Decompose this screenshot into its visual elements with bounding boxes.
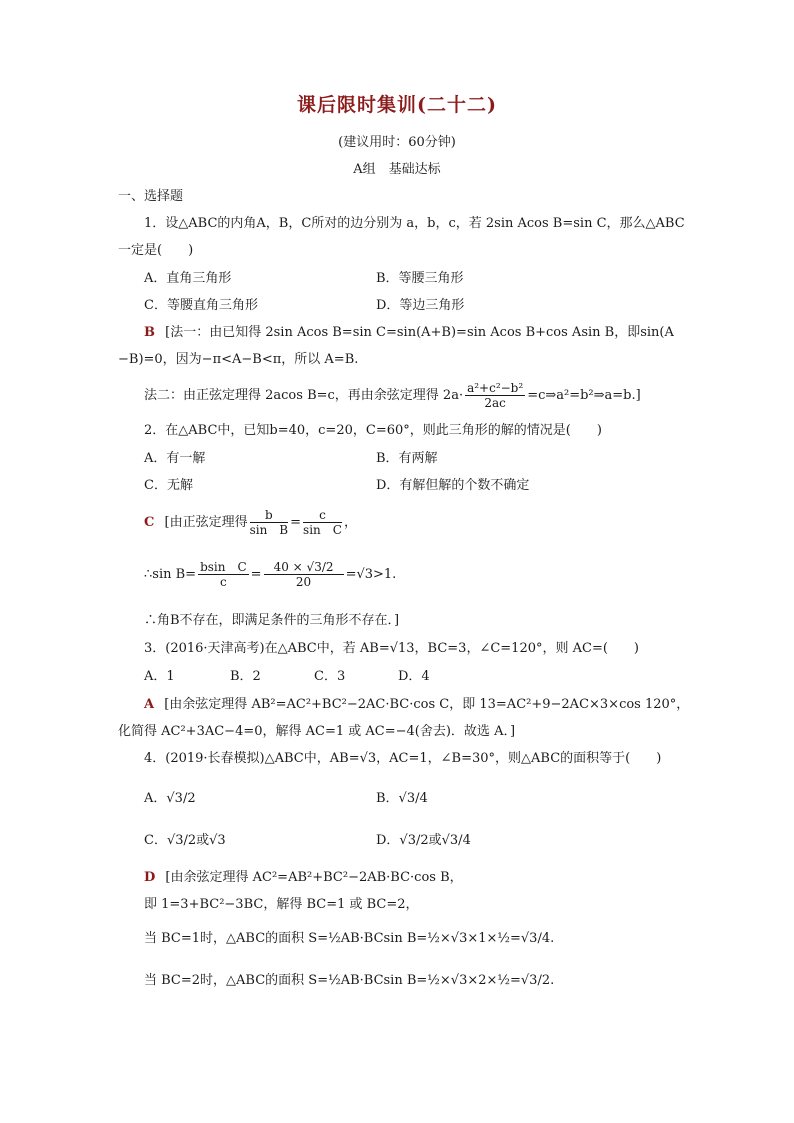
q4-answer: D [144, 870, 156, 885]
section-heading: 一、选择题 [118, 189, 184, 204]
q2-sol2-post: =√3>1. [345, 567, 397, 582]
numerator: a²+c²−b² [467, 381, 524, 395]
page-title: 课后限时集训(二十二) [297, 94, 497, 116]
q3-option-b: B．2 [230, 669, 261, 684]
time-hint: (建议用时：60分钟) [338, 135, 456, 150]
q1-sol3 [144, 381, 641, 411]
q2-solution-line1: C [由正弦定理得 $\frac{b}{\text{sin B}}$ = $\frac{c}{\text{sin C}}$ ， [144, 508, 357, 537]
q1-stem: 1．设△ABC的内角A，B，C所对的边分别为 a，b，c，若 2sin Acos B=sin C，那么△ABC [144, 216, 685, 231]
q2-fraction-2 [303, 508, 342, 537]
q2-fraction-4 [264, 560, 344, 589]
q1-sol3-fraction [465, 381, 525, 410]
q2-sol3: ∴角B不存在，即满足条件的三角形不存在．] [144, 613, 400, 628]
q1-answer: B [144, 325, 155, 340]
q1-sol3-post: =c⇒a²=b²⇒a=b.] [527, 388, 641, 403]
q4-sol4: 当 BC=2时，△ABC的面积 S=½AB·BCsin B=½×√3×2×½=√3/2. [144, 973, 555, 988]
numerator: b [250, 508, 289, 523]
numerator: 40 × √3/2 [264, 560, 344, 575]
q1-option-c: C．等腰直角三角形 [144, 298, 258, 313]
q1-option-b: B．等腰三角形 [376, 271, 464, 286]
denominator: c [219, 575, 227, 589]
q4-solution-line1 [144, 869, 463, 887]
q1-solution-line1 [144, 324, 674, 342]
q2-option-b: B．有两解 [376, 451, 438, 466]
numerator: c [303, 508, 342, 523]
q1-option-d: D．等边三角形 [376, 298, 465, 313]
q2-fraction-3 [198, 560, 249, 589]
q3-option-d: D．4 [398, 669, 430, 684]
q3-sol2: 化简得 AC²+3AC−4=0，解得 AC=1 或 AC=−4(舍去)．故选 A．] [118, 724, 516, 739]
q1-option-a: A．直角三角形 [144, 271, 232, 286]
denominator: 2ac [484, 396, 506, 410]
q2-sol2-pre: ∴sin B= [144, 567, 197, 582]
group-label: A组 基础达标 [353, 162, 441, 177]
q2-answer: C [144, 515, 155, 530]
q3-option-c: C．3 [314, 669, 346, 684]
q2-stem: 2．在△ABC中，已知b=40，c=20，C=60°，则此三角形的解的情况是( ) [144, 423, 602, 438]
q4-option-d: D．√3/2或√3/4 [376, 833, 471, 848]
numerator: bsin C [200, 560, 247, 574]
denominator: 20 [295, 575, 312, 589]
q4-stem: 4．(2019·长春模拟)△ABC中，AB=√3，AC=1，∠B=30°，则△ABC的面积等于( ) [144, 751, 662, 766]
denominator: sin B [249, 523, 289, 537]
q2-fraction-1 [250, 508, 289, 537]
q3-solution-line1 [144, 696, 689, 714]
q2-sol1-post: ， [343, 515, 357, 530]
q2-option-d: D．有解但解的个数不确定 [376, 478, 530, 493]
q3-sol1: [由余弦定理得 AB²=AC²+BC²−2AC·BC·cos C，即 13=AC²+9−2AC×3×cos 120°， [164, 697, 690, 712]
q2-solution-line2: ∴sin B= $\frac{\text{bsin C}}{c}$ = $\frac{40 \times √3/2}{20}$ =√3>1. [144, 560, 397, 589]
q2-option-a: A．有一解 [144, 451, 206, 466]
q4-option-b: B．√3/4 [376, 791, 428, 806]
q2-option-c: C．无解 [144, 478, 193, 493]
q4-sol1: [由余弦定理得 AC²=AB²+BC²−2AB·BC·cos B， [165, 870, 463, 885]
q3-answer: A [144, 697, 155, 712]
q4-option-c: C．√3/2或√3 [144, 833, 226, 848]
q4-sol2: 即 1=3+BC²−3BC，解得 BC=1 或 BC=2， [144, 897, 419, 912]
q1-stem-cont: 一定是( ) [118, 243, 194, 258]
q1-sol2: −B)=0，因为−π<A−B<π，所以 A=B. [118, 352, 359, 367]
q4-sol3: 当 BC=1时，△ABC的面积 S=½AB·BCsin B=½×√3×1×½=√3/4. [144, 931, 555, 946]
q3-option-a: A．1 [144, 669, 175, 684]
q1-sol3-pre: 法二：由正弦定理得 2acos B=c，再由余弦定理得 2a· [144, 388, 464, 403]
q4-option-a: A．√3/2 [144, 791, 196, 806]
q2-sol1-pre: [由正弦定理得 [164, 515, 248, 530]
denominator: sin C [303, 523, 342, 537]
q3-stem: 3．(2016·天津高考)在△ABC中，若 AB=√13，BC=3，∠C=120°，则 AC=( ) [144, 641, 640, 656]
q1-sol1: [法一：由已知得 2sin Acos B=sin C=sin(A+B)=sin Acos B+cos Asin B，即sin(A [165, 325, 674, 340]
